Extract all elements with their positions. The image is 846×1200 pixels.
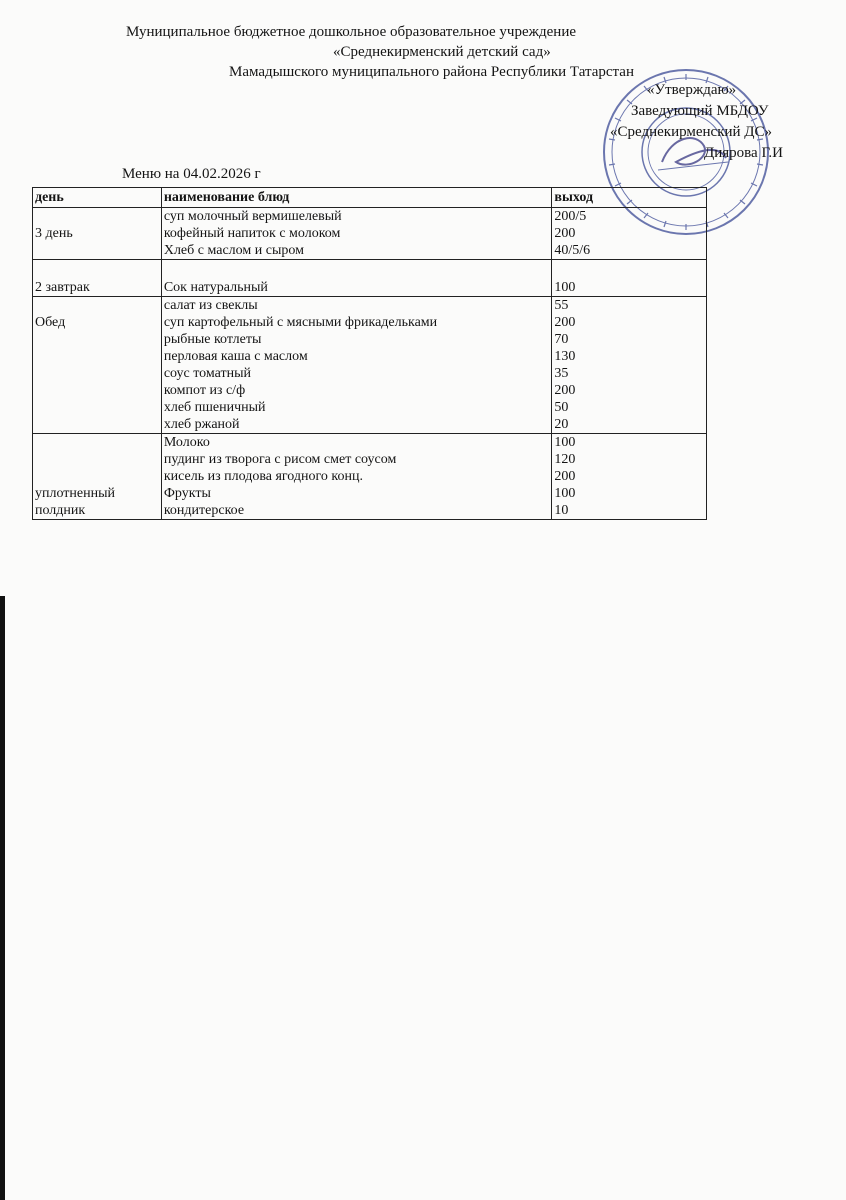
output-item: 100 <box>554 435 576 450</box>
dish-list <box>161 297 552 434</box>
section-label <box>33 434 162 520</box>
output-item: 200 <box>554 469 576 484</box>
dish-list <box>161 208 552 260</box>
header-dish: наименование блюд <box>161 188 552 208</box>
dish-item: кофейный напиток с молоком <box>163 226 341 241</box>
dish-item: кисель из плодова ягодного конц. <box>163 469 363 484</box>
section-label-text: Обед <box>35 315 66 330</box>
section-lunch-row <box>33 297 707 434</box>
dish-list <box>161 434 552 520</box>
dish-item: Фрукты <box>163 486 211 501</box>
institution-name-line3: Мамадышского муниципального района Республики Татарстан <box>229 64 634 80</box>
dish-item: Сок натуральный <box>163 280 268 295</box>
dish-item: хлеб ржаной <box>163 417 240 432</box>
section-label: 3 день <box>33 208 162 260</box>
output-item: 40/5/6 <box>554 243 591 258</box>
dish-item: Молоко <box>163 435 210 450</box>
dish-list <box>161 260 552 297</box>
dish-item: Хлеб с маслом и сыром <box>163 243 304 258</box>
output-item: 20 <box>554 417 569 432</box>
dish-item: соус томатный <box>163 366 252 381</box>
header-output: выход <box>552 188 707 208</box>
output-item: 130 <box>554 349 576 364</box>
menu-title: Меню на 04.02.2026 г <box>122 166 261 182</box>
section-second-breakfast-row <box>33 260 707 297</box>
dish-item: перловая каша с маслом <box>163 349 308 364</box>
section-label-line1: уплотненный <box>35 486 116 501</box>
table-header-row <box>33 188 707 208</box>
output-item: 55 <box>554 298 569 313</box>
approval-organization: «Среднекирменский ДС» <box>610 124 773 140</box>
output-item: 50 <box>554 400 569 415</box>
output-list <box>552 208 707 260</box>
dish-item: кондитерское <box>163 503 245 518</box>
output-item: 200 <box>554 315 576 330</box>
output-item: 10 <box>554 503 569 518</box>
approval-heading: «Утверждаю» <box>647 82 737 98</box>
output-list <box>552 297 707 434</box>
menu-table <box>32 187 707 520</box>
dish-item: салат из свеклы <box>163 298 258 313</box>
approval-position: Заведующий МБДОУ <box>631 103 769 119</box>
output-item: 70 <box>554 332 569 347</box>
output-item: 120 <box>554 452 576 467</box>
dish-item: суп молочный вермишелевый <box>163 209 342 224</box>
approval-signatory: Диярова Г.И <box>704 145 784 161</box>
dish-item: хлеб пшеничный <box>163 400 266 415</box>
output-item: 100 <box>554 486 576 501</box>
output-list <box>552 260 707 297</box>
output-item: 100 <box>554 280 576 295</box>
dish-item: компот из с/ф <box>163 383 246 398</box>
dish-item: рыбные котлеты <box>163 332 262 347</box>
output-item: 35 <box>554 366 569 381</box>
section-label <box>33 297 162 434</box>
scan-edge-shadow <box>0 596 5 1200</box>
dish-item: суп картофельный с мясными фрикадельками <box>163 315 438 330</box>
dish-item: пудинг из творога с рисом смет соусом <box>163 452 397 467</box>
section-label: 2 завтрак <box>33 260 162 297</box>
header-day: день <box>33 188 162 208</box>
output-item: 200/5 <box>554 209 587 224</box>
output-item: 200 <box>554 383 576 398</box>
output-item: 200 <box>554 226 576 241</box>
output-list <box>552 434 707 520</box>
section-afternoon-snack-row <box>33 434 707 520</box>
institution-name-line2: «Среднекирменский детский сад» <box>333 44 551 60</box>
section-breakfast-row <box>33 208 707 260</box>
institution-name-line1: Муниципальное бюджетное дошкольное образовательное учреждение <box>126 24 576 40</box>
section-label-line2: полдник <box>35 503 86 518</box>
